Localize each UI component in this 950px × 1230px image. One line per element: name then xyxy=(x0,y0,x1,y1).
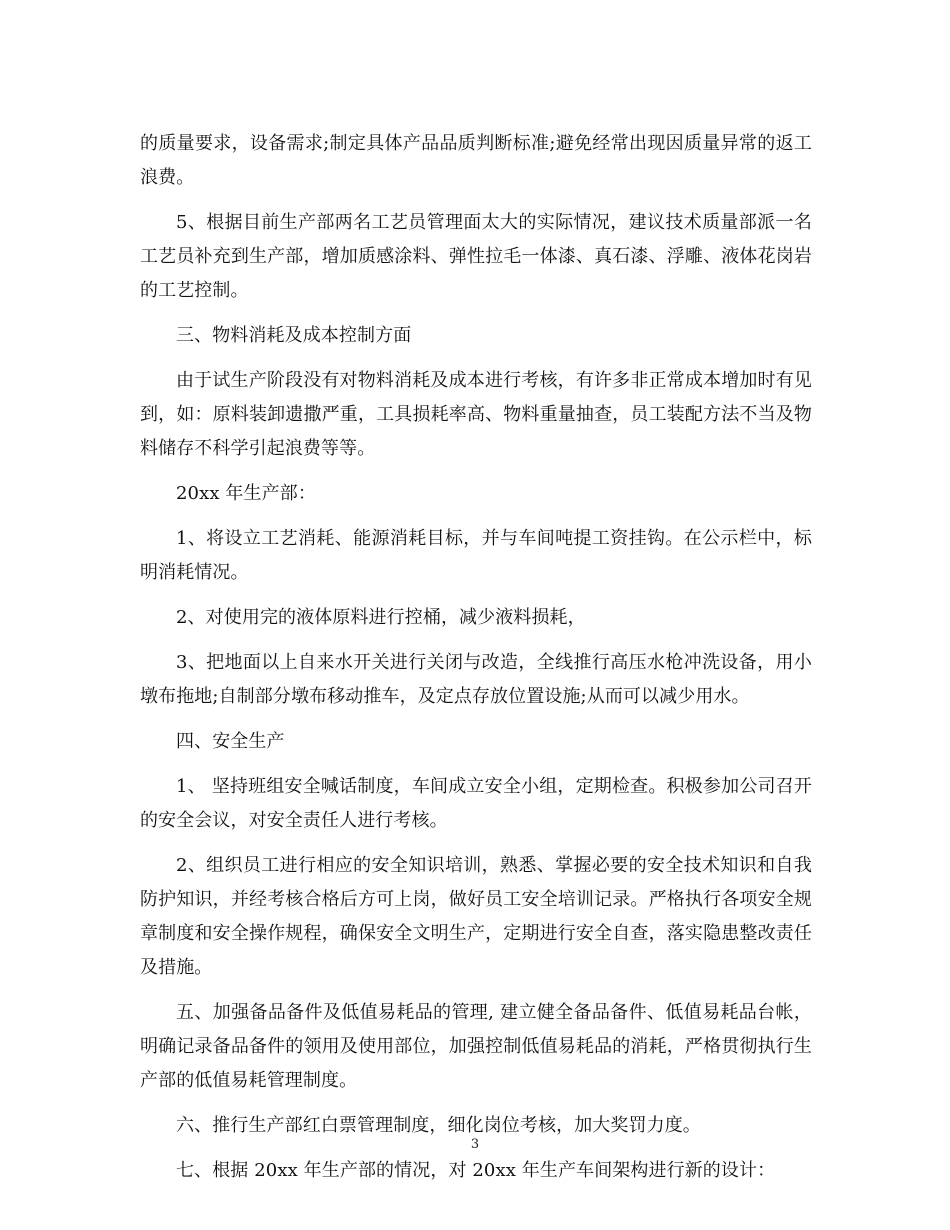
paragraph-section-seven: 七、根据 20xx 年生产部的情况，对 20xx 年生产车间架构进行新的设计： xyxy=(176,1160,776,1181)
paragraph-item-1-consumption: 1、将设立工艺消耗、能源消耗目标，并与车间吨提工资挂钩。在公示栏中，标明消耗情况。 xyxy=(140,528,812,583)
subheading-production-dept: 20xx 年生产部： xyxy=(176,483,316,504)
section-heading-safety: 四、安全生产 xyxy=(176,731,285,752)
paragraph-item-3-water: 3、把地面以上自来水开关进行关闭与改造，全线推行高压水枪冲洗设备，用小墩布拖地;自制部分墩布移动推车，及定点存放位置设施;从而可以减少用水。 xyxy=(140,652,812,707)
paragraph-section-five: 五、加强备品备件及低值易耗品的管理, 建立健全备品备件、低值易耗品台帐，明确记录备品备件的领用及使用部位，加强控制低值易耗品的消耗，严格贯彻执行生产部的低值易耗管理制度。 xyxy=(140,1002,812,1091)
paragraph-safety-item-1: 1、 坚持班组安全喊话制度，车间成立安全小组，定期检查。积极参加公司召开的安全会议，对安全责任人进行考核。 xyxy=(140,776,812,831)
document-body xyxy=(140,127,812,1199)
paragraph-item-5: 5、根据目前生产部两名工艺员管理面太大的实际情况，建议技术质量部派一名工艺员补充到生产部，增加质感涂料、弹性拉毛一体漆、真石漆、浮雕、液体花岗岩的工艺控制。 xyxy=(140,212,812,301)
paragraph-continuation: 的质量要求，设备需求;制定具体产品品质判断标准;避免经常出现因质量异常的返工浪费。 xyxy=(140,133,812,188)
paragraph-safety-item-2: 2、组织员工进行相应的安全知识培训，熟悉、掌握必要的安全技术知识和自我防护知识，并经考核合格后方可上岗，做好员工安全培训记录。严格执行各项安全规章制度和安全操作规程，确保安全文明生产，定期进行安全自查，落实隐患整改责任及措施。 xyxy=(140,855,812,978)
paragraph-material-cost: 由于试生产阶段没有对物料消耗及成本进行考核，有许多非正常成本增加时有见到，如：原料装卸遗撒严重，工具损耗率高、物料重量抽查，员工装配方法不当及物料储存不科学引起浪费等等。 xyxy=(140,370,812,459)
section-heading-material-cost: 三、物料消耗及成本控制方面 xyxy=(176,325,412,346)
paragraph-item-2-raw-material: 2、对使用完的液体原料进行控桶，减少液料损耗， xyxy=(176,607,586,628)
paragraph-section-six: 六、推行生产部红白票管理制度，细化岗位考核，加大奖罚力度。 xyxy=(176,1115,701,1136)
page-number: 3 xyxy=(470,1137,480,1152)
